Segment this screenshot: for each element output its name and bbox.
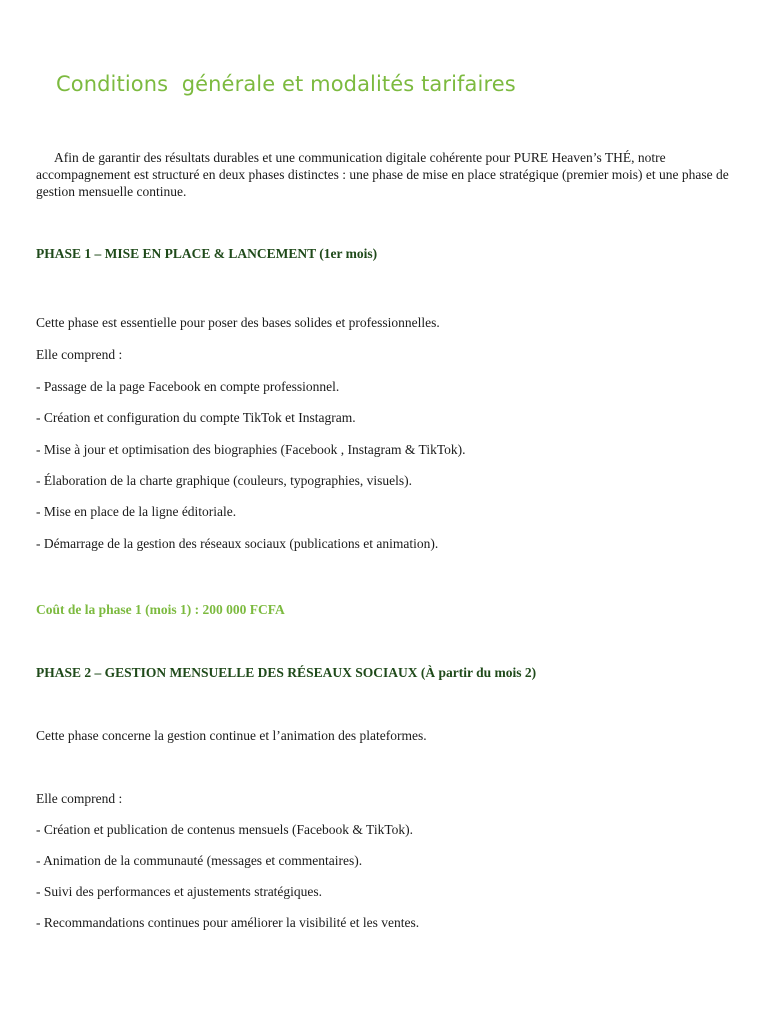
phase1-includes-label: Elle comprend : [36,347,123,362]
phase2-heading: PHASE 2 – GESTION MENSUELLE DES RÉSEAUX SOCIAUX (À partir du mois 2) [36,665,537,680]
intro-paragraph: Afin de garantir des résultats durables et une communication digitale cohérente pour PURE Heaven’s THÉ, notre accompagnement est structuré en deux phases distinctes : une phase de mise en place stratégique (premier mois) et une phase de gestion mensuelle continue. [36,150,729,199]
phase2-list-item: - Recommandations continues pour améliorer la visibilité et les ventes. [36,915,420,930]
phase1-list-item: - Démarrage de la gestion des réseaux sociaux (publications et animation). [36,536,439,551]
phase1-heading: PHASE 1 – MISE EN PLACE & LANCEMENT (1er mois) [36,246,378,261]
page-title: Conditions générale et modalités tarifaires [56,72,516,96]
phase1-list-item: - Mise en place de la ligne éditoriale. [36,504,237,519]
phase2-list-item: - Création et publication de contenus mensuels (Facebook & TikTok). [36,822,413,837]
phase1-description: Cette phase est essentielle pour poser des bases solides et professionnelles. [36,315,440,330]
phase1-list-item: - Mise à jour et optimisation des biographies (Facebook , Instagram & TikTok). [36,442,466,457]
phase2-list-item: - Suivi des performances et ajustements stratégiques. [36,884,323,899]
phase1-list-item: - Création et configuration du compte TikTok et Instagram. [36,410,356,425]
phase1-cost: Coût de la phase 1 (mois 1) : 200 000 FCFA [36,602,285,617]
phase1-list-item: - Élaboration de la charte graphique (couleurs, typographies, visuels). [36,473,412,488]
phase2-list-item: - Animation de la communauté (messages et commentaires). [36,853,363,868]
phase1-list-item: - Passage de la page Facebook en compte professionnel. [36,379,340,394]
phase2-description: Cette phase concerne la gestion continue et l’animation des plateformes. [36,728,427,743]
phase2-includes-label: Elle comprend : [36,791,123,806]
